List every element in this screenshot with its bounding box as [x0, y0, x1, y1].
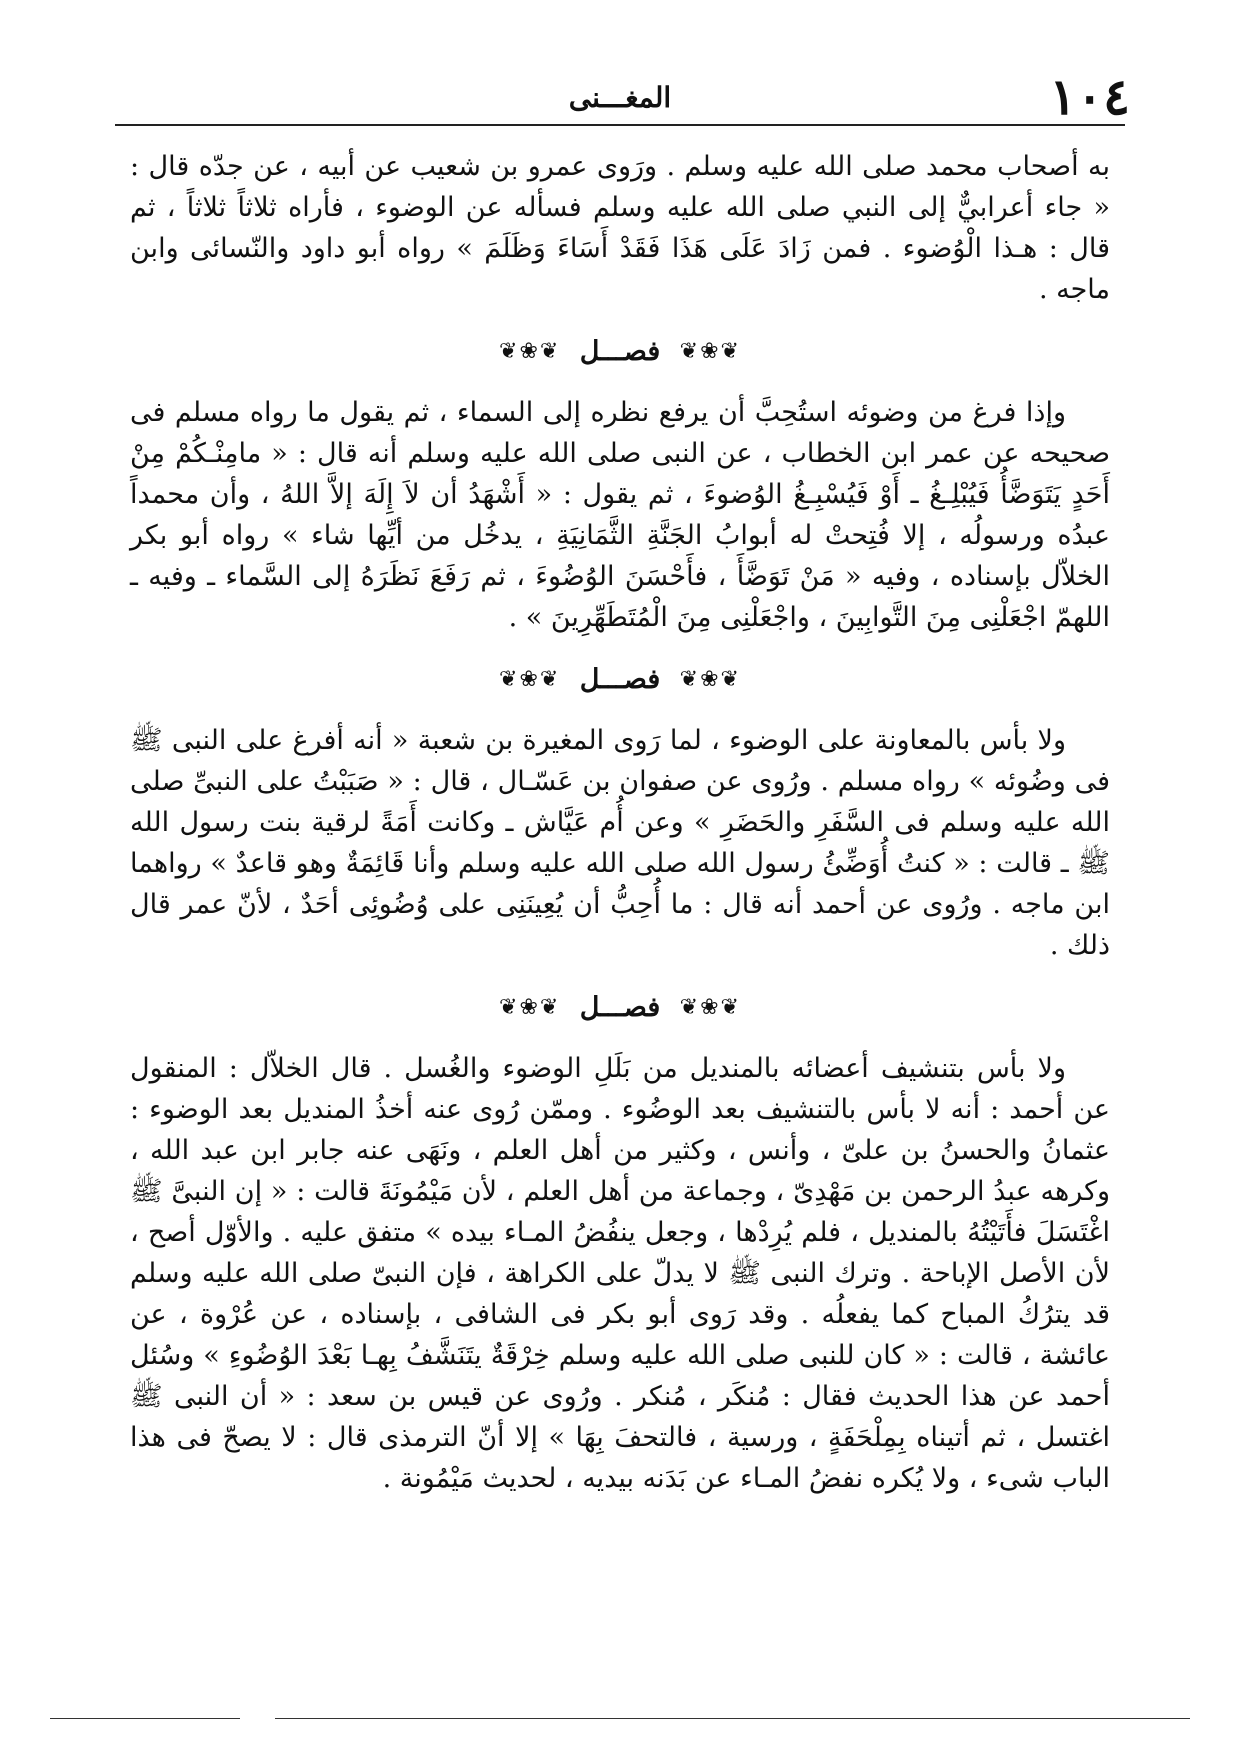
footer-rule-left [50, 1718, 240, 1719]
ornament-right-icon: ❦❀❦ [679, 666, 741, 692]
section-heading-2 [130, 644, 1110, 714]
page-body [130, 146, 1110, 1499]
paragraph-4: ولا بأس بتنشيف أعضائه بالمنديل من بَلَلِ الوضوء والغُسل . قال الخلاّل : المنقول عن أحمد : أنه لا بأس بالتنشيف بعد الوضُوء . وممّن رُوى عنه أخذُ المنديل بعد الوضوء : عثمانُ والحسنُ بن علىّ ، وأنس ، وكثير من أهل العلم ، ونَهَى عنه جابر ابن عبد الله ، وكرهه عبدُ الرحمن بن مَهْدِىّ ، وجماعة من أهل العلم ، لأن مَيْمُونَةَ قالت : « إن النبىَّ ﷺ اغْتَسَلَ فأَتَيْتُهُ بالمنديل ، فلم يُرِدْها ، وجعل ينفُضُ المـاء بيده » متفق عليه . والأوّل أصح ، لأن الأصل الإباحة . وترك النبى ﷺ لا يدلّ على الكراهة ، فإن النبىّ صلى الله عليه وسلم قد يترُكُ المباح كما يفعلُه . وقد رَوى أبو بكر فى الشافى ، بإسناده ، عن عُرْوة ، عن عائشة ، قالت : « كان للنبى صلى الله عليه وسلم خِرْقَةٌ يتَنَشَّفُ بِهـا بَعْدَ الوُضُوءِ » وسُئل أحمد عن هذا الحديث فقال : مُنكَر ، مُنكر . ورُوى عن قيس بن سعد : « أن النبى ﷺ اغتسل ، ثم أتيناه بِمِلْحَفَةٍ ، ورسية ، فالتحفَ بِهَا » إلا أنّ الترمذى قال : لا يصحّ فى هذا الباب شىء ، ولا يُكره نفضُ المـاء عن بَدَنه بيديه ، لحديث مَيْمُونة . [130, 1053, 1110, 1494]
footer-rule-right [275, 1718, 1190, 1719]
section-heading-1 [130, 316, 1110, 386]
header-rule [115, 124, 1125, 126]
page-number: ١٠٤ [1049, 67, 1130, 126]
paragraph-3: ولا بأس بالمعاونة على الوضوء ، لما رَوى المغيرة بن شعبة « أنه أفرغ على النبى ﷺ فى وضُوئه » رواه مسلم . ورُوى عن صفوان بن عَسّـال ، قال : « صَبَبْتُ على النبىِّ صلى الله عليه وسلم فى السَّفَرِ والحَضَرِ » وعن أُم عَيَّاش ـ وكانت أَمَةً لرقية بنت رسول الله ﷺ ـ قالت : « كنتُ أُوَضِّئُ رسول الله صلى الله عليه وسلم وأنا قَائِمَةٌ وهو قاعدٌ » رواهما ابن ماجه . ورُوى عن أحمد أنه قال : ما أُحِبُّ أن يُعِينَنِى على وُضُوئِى أحَدٌ ، لأنّ عمر قال ذلك . [130, 725, 1110, 961]
paragraph-1: به أصحاب محمد صلى الله عليه وسلم . ورَوى عمرو بن شعيب عن أبيه ، عن جدّه قال : « جاء أعرابيٌّ إلى النبي صلى الله عليه وسلم فسأله عن الوضوء ، فأراه ثلاثاً ثلاثاً ، ثم قال : هـذا الْوُضوء . فمن زَادَ عَلَى هَذَا فَقَدْ أَسَاءَ وَظَلَمَ » رواه أبو داود والنّسائى وابن ماجه . [130, 151, 1110, 305]
ornament-right-icon: ❦❀❦ [679, 338, 741, 364]
ornament-left-icon: ❦❀❦ [499, 994, 561, 1020]
ornament-right-icon: ❦❀❦ [679, 994, 741, 1020]
running-title: المغـــنى [568, 81, 672, 114]
section-heading-3 [130, 972, 1110, 1042]
paragraph-2: وإذا فرغ من وضوئه استُحِبَّ أن يرفع نظره إلى السماء ، ثم يقول ما رواه مسلم فى صحيحه عن عمر ابن الخطاب ، عن النبى صلى الله عليه وسلم أنه قال : « مامِنْـكُمْ مِنْ أَحَدٍ يَتَوَضَّأُ فَيُبْلِـغُ ـ أَوْ فَيُسْبِـغُ الوُضوءَ ، ثم يقول : « أَشْهَدُ أن لاَ إِلَهَ إلاَّ اللهُ ، وأن محمداً عبدُه ورسولُه ، إلا فُتِحتْ له أبوابُ الجَنَّةِ الثَّمَانِيَةِ ، يدخُل من أيِّها شاء » رواه أبو بكر الخلاّل بإسناده ، وفيه « مَنْ تَوَضَّأَ ، فأَحْسَنَ الوُضُوءَ ، ثم رَفَعَ نَظَرَهُ إلى السَّماء ـ وفيه ـ اللهمّ اجْعَلْنِى مِنَ التَّوابِينَ ، واجْعَلْنِى مِنَ الْمُتَطَهِّرِينَ » . [130, 397, 1110, 633]
section-heading-label: فصـــل [579, 663, 661, 695]
ornament-left-icon: ❦❀❦ [499, 666, 561, 692]
ornament-left-icon: ❦❀❦ [499, 338, 561, 364]
section-heading-label: فصـــل [579, 335, 661, 367]
section-heading-label: فصـــل [579, 991, 661, 1023]
